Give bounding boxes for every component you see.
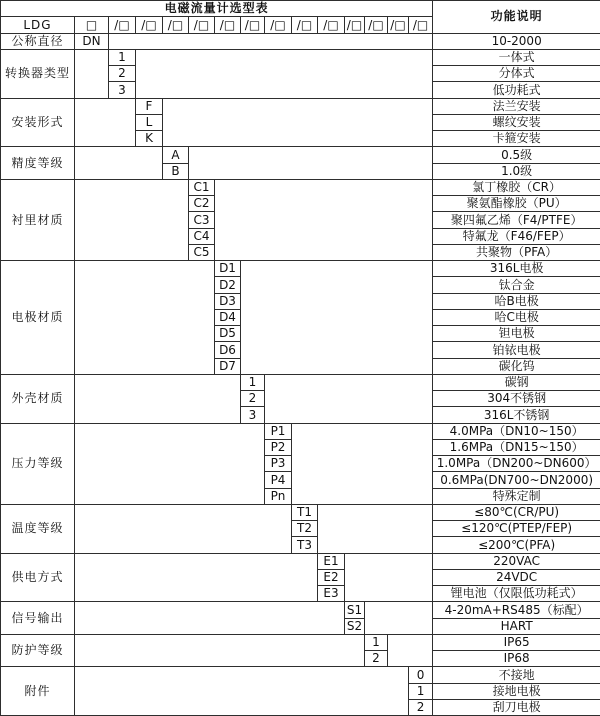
option-description: 316L电极 xyxy=(433,261,600,277)
spacer-cell xyxy=(189,147,433,180)
model-code-slash-box: /□ xyxy=(265,17,292,33)
model-code-box: □ xyxy=(75,17,109,33)
section-label-lining-material: 衬里材质 xyxy=(1,179,75,260)
option-description: 一体式 xyxy=(433,49,600,65)
option-code: T1 xyxy=(292,504,318,520)
option-description: 聚氨酯橡胶（PU） xyxy=(433,196,600,212)
option-description: 10-2000 xyxy=(433,33,600,49)
section-label-nominal-diameter: 公称直径 xyxy=(1,33,75,49)
option-code: 1 xyxy=(109,49,136,65)
spacer-cell xyxy=(241,261,433,375)
option-code: T3 xyxy=(292,537,318,553)
spacer-cell xyxy=(345,553,433,602)
spacer-cell xyxy=(215,179,433,260)
option-description: 法兰安装 xyxy=(433,98,600,114)
model-code-slash-box: /□ xyxy=(189,17,215,33)
option-code: 1 xyxy=(241,374,265,390)
section-label-power-supply: 供电方式 xyxy=(1,553,75,602)
option-description: 1.6MPa（DN15~150） xyxy=(433,439,600,455)
model-code-slash-box: /□ xyxy=(163,17,189,33)
spacer-cell xyxy=(75,667,409,716)
spacer-cell xyxy=(75,634,365,667)
option-code: A xyxy=(163,147,189,163)
option-code: D7 xyxy=(215,358,241,374)
option-description: 共聚物（PFA） xyxy=(433,244,600,260)
section-label-accuracy-class: 精度等级 xyxy=(1,147,75,180)
spacer-cell xyxy=(75,147,163,180)
option-description: 1.0级 xyxy=(433,163,600,179)
section-label-electrode-material: 电极材质 xyxy=(1,261,75,375)
spacer-cell xyxy=(136,49,433,98)
option-description: 316L不锈钢 xyxy=(433,407,600,423)
option-code: 1 xyxy=(409,683,433,699)
option-description: 卡箍安装 xyxy=(433,131,600,147)
section-label-signal-output: 信号输出 xyxy=(1,602,75,635)
option-description: 碳化钨 xyxy=(433,358,600,374)
option-code: D4 xyxy=(215,309,241,325)
option-description: 1.0MPa（DN200~DN600） xyxy=(433,456,600,472)
option-description: 锂电池（仅限低功耗式） xyxy=(433,586,600,602)
section-label-accessories: 附件 xyxy=(1,667,75,716)
option-description: 特殊定制 xyxy=(433,488,600,504)
option-code: F xyxy=(136,98,163,114)
option-description: 聚四氟乙烯（F4/PTFE） xyxy=(433,212,600,228)
option-code: 1 xyxy=(365,634,388,650)
option-description: 特氟龙（F46/FEP） xyxy=(433,228,600,244)
option-code: 2 xyxy=(109,66,136,82)
spacer-cell xyxy=(292,423,433,504)
option-description: IP65 xyxy=(433,634,600,650)
section-label-housing-material: 外壳材质 xyxy=(1,374,75,423)
option-description: 分体式 xyxy=(433,66,600,82)
option-description: 碳钢 xyxy=(433,374,600,390)
spacer-cell xyxy=(318,504,433,553)
section-label-installation-type: 安装形式 xyxy=(1,98,75,147)
spacer-cell xyxy=(388,634,433,667)
spacer-cell xyxy=(265,374,433,423)
option-code: B xyxy=(163,163,189,179)
spacer-cell xyxy=(75,261,215,375)
option-description: 24VDC xyxy=(433,569,600,585)
option-description: IP68 xyxy=(433,651,600,667)
option-code: Pn xyxy=(265,488,292,504)
option-description: 钽电极 xyxy=(433,326,600,342)
option-description: 不接地 xyxy=(433,667,600,683)
model-code-slash-box: /□ xyxy=(241,17,265,33)
option-code: D1 xyxy=(215,261,241,277)
option-code: 3 xyxy=(109,82,136,98)
option-description: 哈B电极 xyxy=(433,293,600,309)
option-code: D3 xyxy=(215,293,241,309)
option-code: P4 xyxy=(265,472,292,488)
model-code-slash-box: /□ xyxy=(292,17,318,33)
spacer-cell xyxy=(75,553,318,602)
model-code-slash-box: /□ xyxy=(215,17,241,33)
option-code: K xyxy=(136,131,163,147)
spacer-cell xyxy=(75,179,189,260)
spacer-cell xyxy=(109,33,433,49)
option-code: C4 xyxy=(189,228,215,244)
option-description: 4-20mA+RS485（标配） xyxy=(433,602,600,618)
option-description: 螺纹安装 xyxy=(433,114,600,130)
option-description: 0.6MPa(DN700~DN2000) xyxy=(433,472,600,488)
option-code-dn: DN xyxy=(75,33,109,49)
option-description: 4.0MPa（DN10~150） xyxy=(433,423,600,439)
option-code: 2 xyxy=(241,391,265,407)
option-code: T2 xyxy=(292,521,318,537)
model-code-slash-box: /□ xyxy=(318,17,345,33)
option-code: 3 xyxy=(241,407,265,423)
option-code: C1 xyxy=(189,179,215,195)
option-description: ≤80℃(CR/PU) xyxy=(433,504,600,520)
model-code-slash-box: /□ xyxy=(136,17,163,33)
option-code: 0 xyxy=(409,667,433,683)
option-description: HART xyxy=(433,618,600,634)
section-label-temperature-rating: 温度等级 xyxy=(1,504,75,553)
option-code: C5 xyxy=(189,244,215,260)
option-code: S2 xyxy=(345,618,365,634)
option-description: ≤200℃(PFA) xyxy=(433,537,600,553)
option-description: 0.5级 xyxy=(433,147,600,163)
option-description: ≤120℃(PTEP/FEP) xyxy=(433,521,600,537)
spacer-cell xyxy=(163,98,433,147)
option-description: 刮刀电极 xyxy=(433,699,600,715)
function-column-header: 功能说明 xyxy=(433,1,600,34)
option-code: S1 xyxy=(345,602,365,618)
option-description: 220VAC xyxy=(433,553,600,569)
option-description: 哈C电极 xyxy=(433,309,600,325)
option-code: E2 xyxy=(318,569,345,585)
section-label-converter-type: 转换器类型 xyxy=(1,49,75,98)
spacer-cell xyxy=(75,602,345,635)
spacer-cell xyxy=(75,98,136,147)
model-code-slash-box: /□ xyxy=(409,17,433,33)
model-prefix: LDG xyxy=(1,17,75,33)
spacer-cell xyxy=(75,49,109,98)
option-code: E1 xyxy=(318,553,345,569)
option-code: C3 xyxy=(189,212,215,228)
table-title: 电磁流量计选型表 xyxy=(1,1,433,17)
option-code: P1 xyxy=(265,423,292,439)
model-code-slash-box: /□ xyxy=(388,17,409,33)
option-description: 304不锈钢 xyxy=(433,391,600,407)
selection-table-body xyxy=(1,1,600,716)
spacer-cell xyxy=(365,602,433,635)
model-code-slash-box: /□ xyxy=(345,17,365,33)
option-description: 接地电极 xyxy=(433,683,600,699)
option-code: P2 xyxy=(265,439,292,455)
option-description: 氯丁橡胶（CR） xyxy=(433,179,600,195)
option-description: 低功耗式 xyxy=(433,82,600,98)
option-code: 2 xyxy=(365,651,388,667)
option-code: D5 xyxy=(215,326,241,342)
model-code-slash-box: /□ xyxy=(109,17,136,33)
spacer-cell xyxy=(75,504,292,553)
option-code: C2 xyxy=(189,196,215,212)
section-label-protection-class: 防护等级 xyxy=(1,634,75,667)
option-code: E3 xyxy=(318,586,345,602)
option-description: 铂铱电极 xyxy=(433,342,600,358)
option-code: D6 xyxy=(215,342,241,358)
spacer-cell xyxy=(75,423,265,504)
model-code-slash-box: /□ xyxy=(365,17,388,33)
spacer-cell xyxy=(75,374,241,423)
section-label-pressure-rating: 压力等级 xyxy=(1,423,75,504)
option-code: P3 xyxy=(265,456,292,472)
option-code: 2 xyxy=(409,699,433,715)
option-description: 钛合金 xyxy=(433,277,600,293)
option-code: L xyxy=(136,114,163,130)
option-code: D2 xyxy=(215,277,241,293)
